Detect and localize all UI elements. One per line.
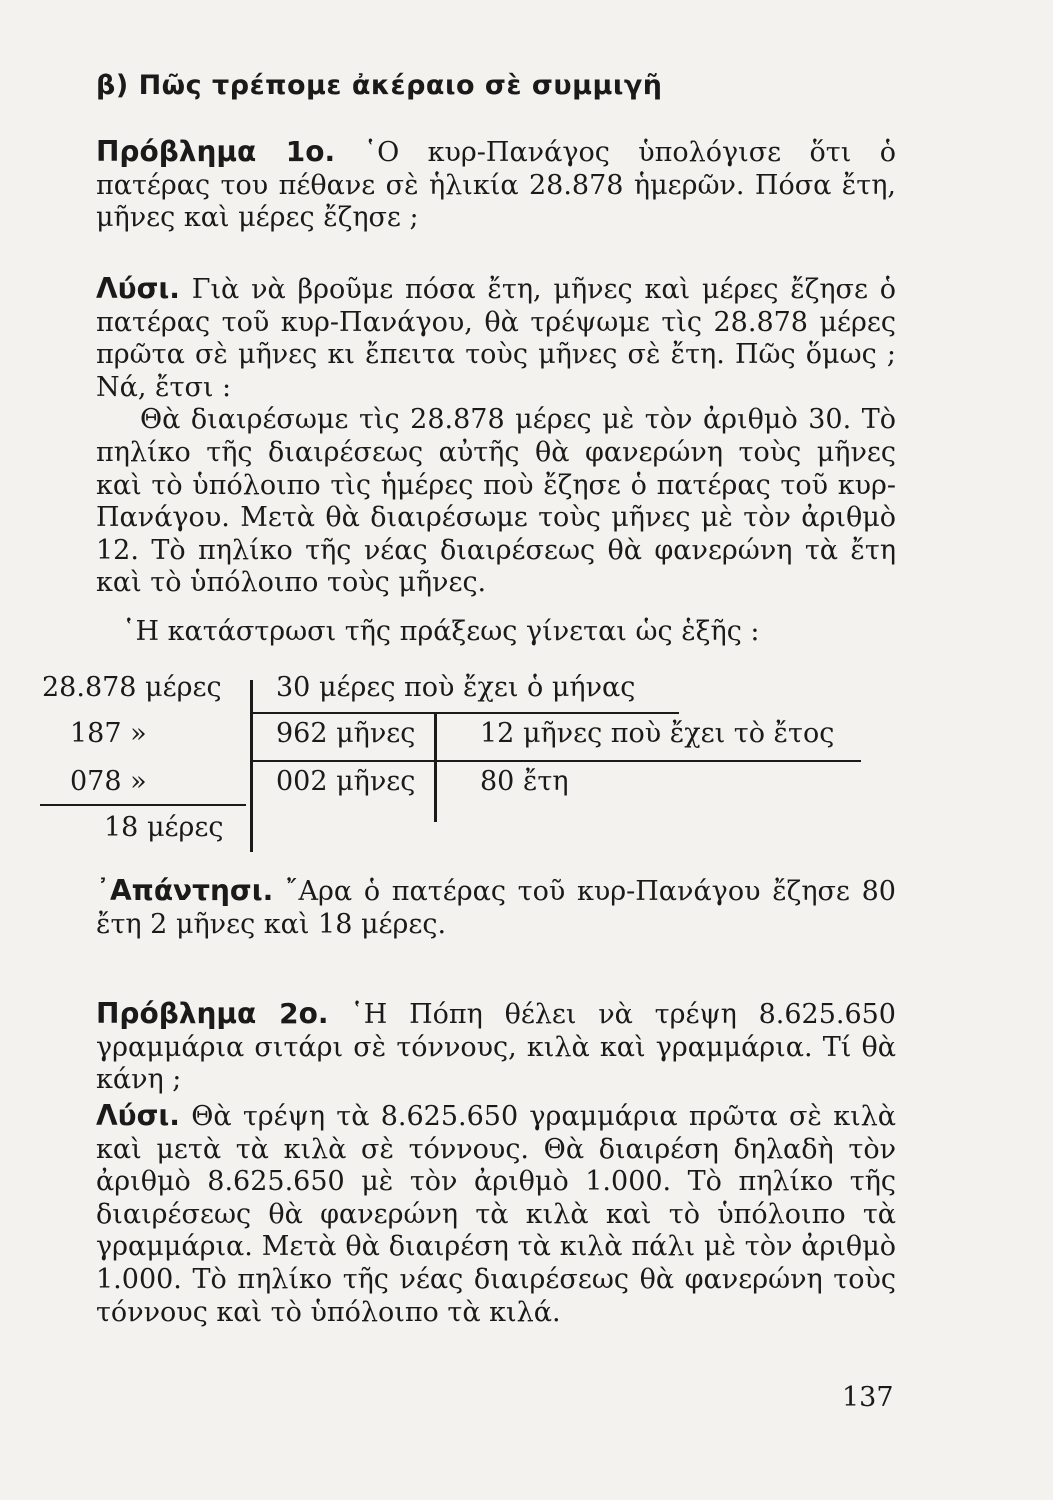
problem-2-label: Πρόβλημα 2ο.	[96, 997, 329, 1030]
solution-1-text: Γιὰ νὰ βροῦμε πόσα ἔτη, μῆνες καὶ μέρες ἔζησε ὁ πατέρας τοῦ κυρ-Πανάγου, θὰ τρέψωμε τὶς 28.878 μέρες πρῶτα σὲ μῆνες κι ἔπειτα τοὺς μῆνες σὲ ἔτη. Πῶς ὅμως ; Νά, ἔτσι :	[96, 274, 896, 403]
answer-1	[96, 875, 896, 941]
divisor-1-rule	[253, 712, 679, 714]
answer-1-label: ᾿Απάντησι.	[96, 874, 274, 907]
problem-1-text: ῾Ο κυρ-Πανάγος ὑπολόγισε ὅτι ὁ πατέρας του πέθανε σὲ ἡλικία 28.878 ἡμερῶν. Πόσα ἔτη, μῆνες καὶ μέρες ἔζησε ;	[96, 137, 896, 234]
section-heading: β) Πῶς τρέπομε ἀκέραιο σὲ συμμιγῆ	[96, 70, 663, 101]
problem-1-label: Πρόβλημα 1ο.	[96, 135, 336, 168]
division-bar-2	[434, 712, 437, 822]
dividend: 28.878 μέρες	[42, 672, 222, 703]
solution-2-label: Λύσι.	[96, 1099, 180, 1132]
remainder-rule	[40, 804, 246, 806]
divisor-1: 30 μέρες ποὺ ἔχει ὁ μήνας	[276, 672, 636, 703]
solution-1-label: Λύσι.	[96, 272, 180, 305]
page-number: 137	[842, 1382, 894, 1413]
divisor-2: 12 μῆνες ποὺ ἔχει τὸ ἔτος	[480, 718, 835, 749]
partial-remainder-2: 078 »	[70, 766, 147, 797]
remainder: 18 μέρες	[104, 812, 224, 843]
quotient-1: 962 μῆνες	[276, 718, 416, 749]
solution-1-paragraph-2: Θὰ διαιρέσωμε τὶς 28.878 μέρες μὲ τὸν ἀριθμὸ 30. Τὸ πηλίκο τῆς διαιρέσεως αὐτῆς θὰ φανερώνη τοὺς μῆνες καὶ τὸ ὑπόλοιπο τὶς ἡμέρες ποὺ ἔζησε ὁ πατέρας τοῦ κυρ-Πανάγου. Μετὰ θὰ διαιρέσωμε τοὺς μῆνες μὲ τὸν ἀριθμὸ 12. Τὸ πηλίκο τῆς νέας διαιρέσεως θὰ φανερώνη τὰ ἔτη καὶ τὸ ὑπόλοιπο τοὺς μῆνες.	[96, 404, 896, 599]
problem-2	[96, 998, 896, 1097]
quotient-2: 80 ἔτη	[480, 766, 569, 797]
partial-remainder-1: 187 »	[70, 718, 147, 749]
solution-2-text: Θὰ τρέψη τὰ 8.625.650 γραμμάρια πρῶτα σὲ κιλὰ καὶ μετὰ τὰ κιλὰ σὲ τόννους. Θὰ διαιρέση δηλαδὴ τὸν ἀριθμὸ 8.625.650 μὲ τὸν ἀριθμὸ 1.000. Τὸ πηλίκο τῆς διαιρέσεως θὰ φανερώνη τὰ κιλὰ καὶ τὸ ὑπόλοιπο τὰ γραμμάρια. Μετὰ θὰ διαιρέση τὰ κιλὰ πάλι μὲ τὸν ἀριθμὸ 1.000. Τὸ πηλίκο τῆς νέας διαιρέσεως θὰ φανερώνη τοὺς τόννους καὶ τὸ ὑπόλοιπο τὰ κιλά.	[96, 1101, 896, 1328]
problem-1	[96, 136, 896, 235]
problem-2-text: ῾Η Πόπη θέλει νὰ τρέψη 8.625.650 γραμμάρια σιτάρι σὲ τόννους, κιλὰ καὶ γραμμάρια. Τί θὰ κάνη ;	[96, 999, 896, 1096]
division-bar-1	[250, 680, 253, 852]
divisor-2-rule	[253, 760, 861, 762]
answer-1-text: ῎Αρα ὁ πατέρας τοῦ κυρ-Πανάγου ἔζησε 80 ἔτη 2 μῆνες καὶ 18 μέρες.	[96, 876, 896, 940]
solution-2	[96, 1100, 896, 1329]
remainder-2: 002 μῆνες	[276, 766, 416, 797]
layout-intro: ῾Η κατάστρωσι τῆς πράξεως γίνεται ὡς ἑξῆς :	[122, 616, 760, 647]
solution-1	[96, 273, 896, 600]
